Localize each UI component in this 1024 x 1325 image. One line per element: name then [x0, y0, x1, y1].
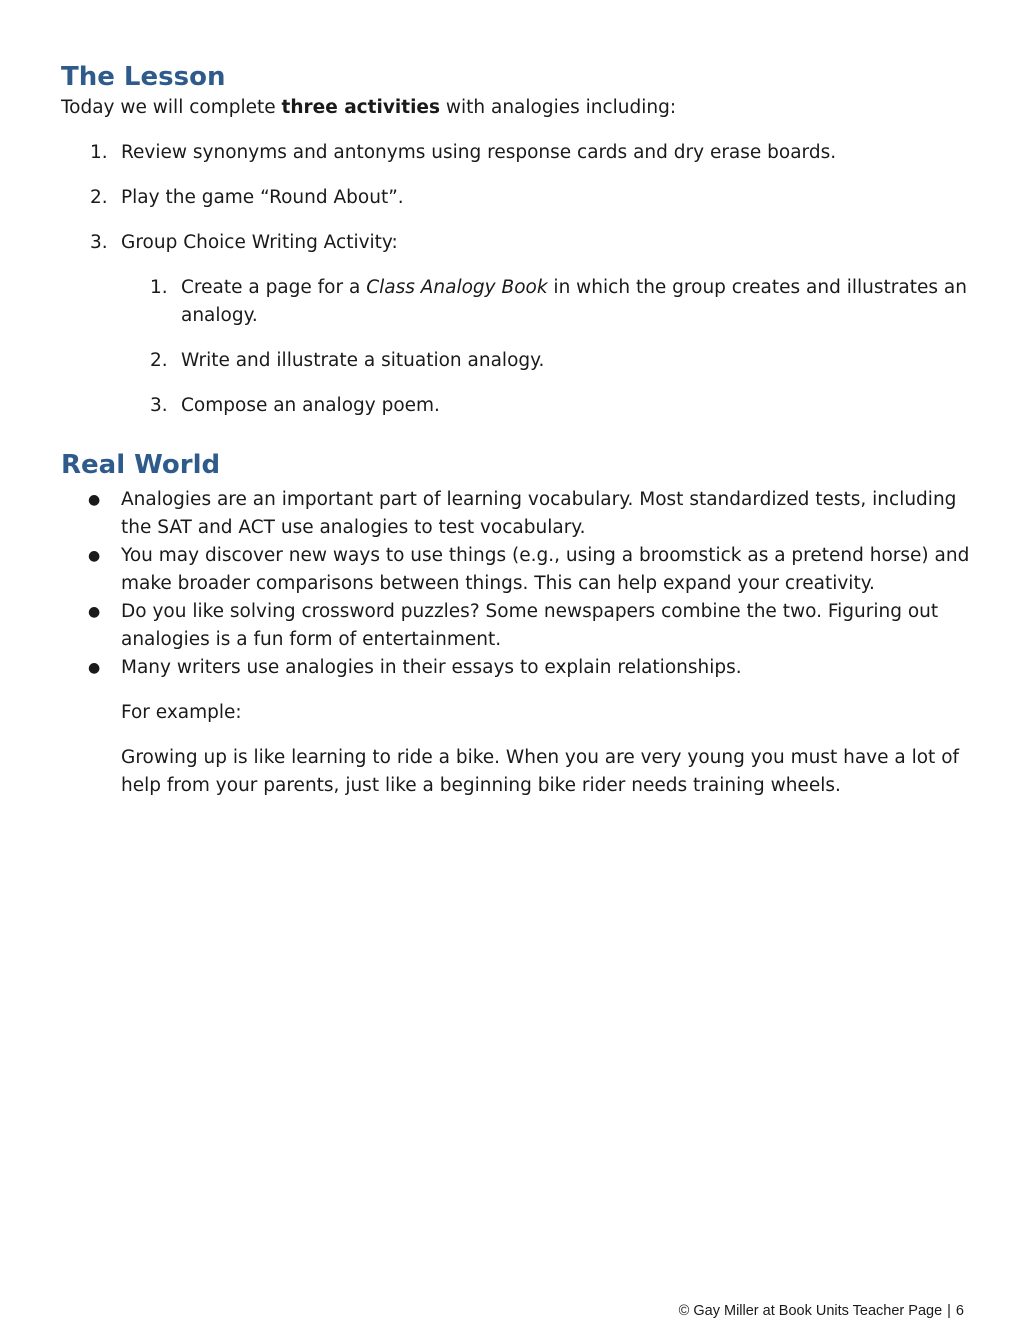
footer-separator: |: [947, 1303, 951, 1319]
list-item-text: Play the game “Round About”.: [121, 187, 404, 208]
bullet-item: [61, 598, 971, 654]
real-world-section: [61, 448, 971, 800]
lesson-heading: The Lesson: [61, 62, 226, 92]
sub-list-item: [121, 274, 971, 330]
bullet-text: Many writers use analogies in their essays to explain relationships.: [121, 657, 742, 678]
example-label: For example:: [121, 702, 242, 723]
bullet-item: [61, 486, 971, 542]
list-number: 2.: [90, 187, 108, 208]
list-item-text: Review synonyms and antonyms using response cards and dry erase boards.: [121, 142, 837, 163]
book-title-italic: Class Analogy Book: [366, 277, 548, 298]
sub-list-number: 3.: [150, 395, 168, 416]
sub-item-text: Write and illustrate a situation analogy.: [181, 350, 545, 371]
bullet-text: Do you like solving crossword puzzles? Some newspapers combine the two. Figuring out analogies is a fun form of entertainment.: [121, 601, 939, 650]
page-footer: [679, 1303, 964, 1319]
bullet-text: Analogies are an important part of learning vocabulary. Most standardized tests, including the SAT and ACT use analogies to test vocabulary.: [121, 489, 957, 538]
list-item: [61, 229, 971, 420]
example-text: Growing up is like learning to ride a bike. When you are very young you must have a lot of help from your parents, just like a beginning bike rider needs training wheels.: [121, 747, 960, 796]
bullet-icon: ●: [88, 548, 101, 564]
bullet-item: [61, 654, 971, 682]
bullet-icon: ●: [88, 660, 101, 676]
list-number: 1.: [90, 142, 108, 163]
list-number: 3.: [90, 232, 108, 253]
document-page: [61, 60, 971, 800]
bullet-text: You may discover new ways to use things (e.g., using a broomstick as a pretend horse) and make broader comparisons between things. This can help expand your creativity.: [121, 545, 970, 594]
sub-list-number: 1.: [150, 277, 168, 298]
bullet-icon: ●: [88, 492, 101, 508]
list-item-text: Group Choice Writing Activity:: [121, 232, 398, 253]
sub-list-item: [121, 392, 971, 420]
real-world-heading: Real World: [61, 450, 221, 480]
sub-list-item: [121, 347, 971, 375]
page-number: 6: [955, 1303, 964, 1319]
list-item: [61, 184, 971, 212]
list-item: [61, 139, 971, 167]
real-world-bullets: [61, 486, 971, 682]
intro-bold-text: three activities: [281, 97, 440, 118]
bullet-icon: ●: [88, 604, 101, 620]
sub-item-text-start: Create a page for a: [181, 277, 367, 298]
intro-text-end: with analogies including:: [439, 97, 677, 118]
sub-item-text-end: in which the group creates and illustrates an analogy.: [181, 277, 967, 326]
sub-item-text: Compose an analogy poem.: [181, 395, 440, 416]
writing-activity-sublist: [121, 274, 971, 420]
bullet-item: [61, 542, 971, 598]
sub-list-number: 2.: [150, 350, 168, 371]
footer-copyright: © Gay Miller at Book Units Teacher Page: [678, 1303, 943, 1319]
lesson-intro: [61, 94, 971, 122]
intro-text-start: Today we will complete: [61, 97, 282, 118]
activities-list: [61, 139, 971, 420]
